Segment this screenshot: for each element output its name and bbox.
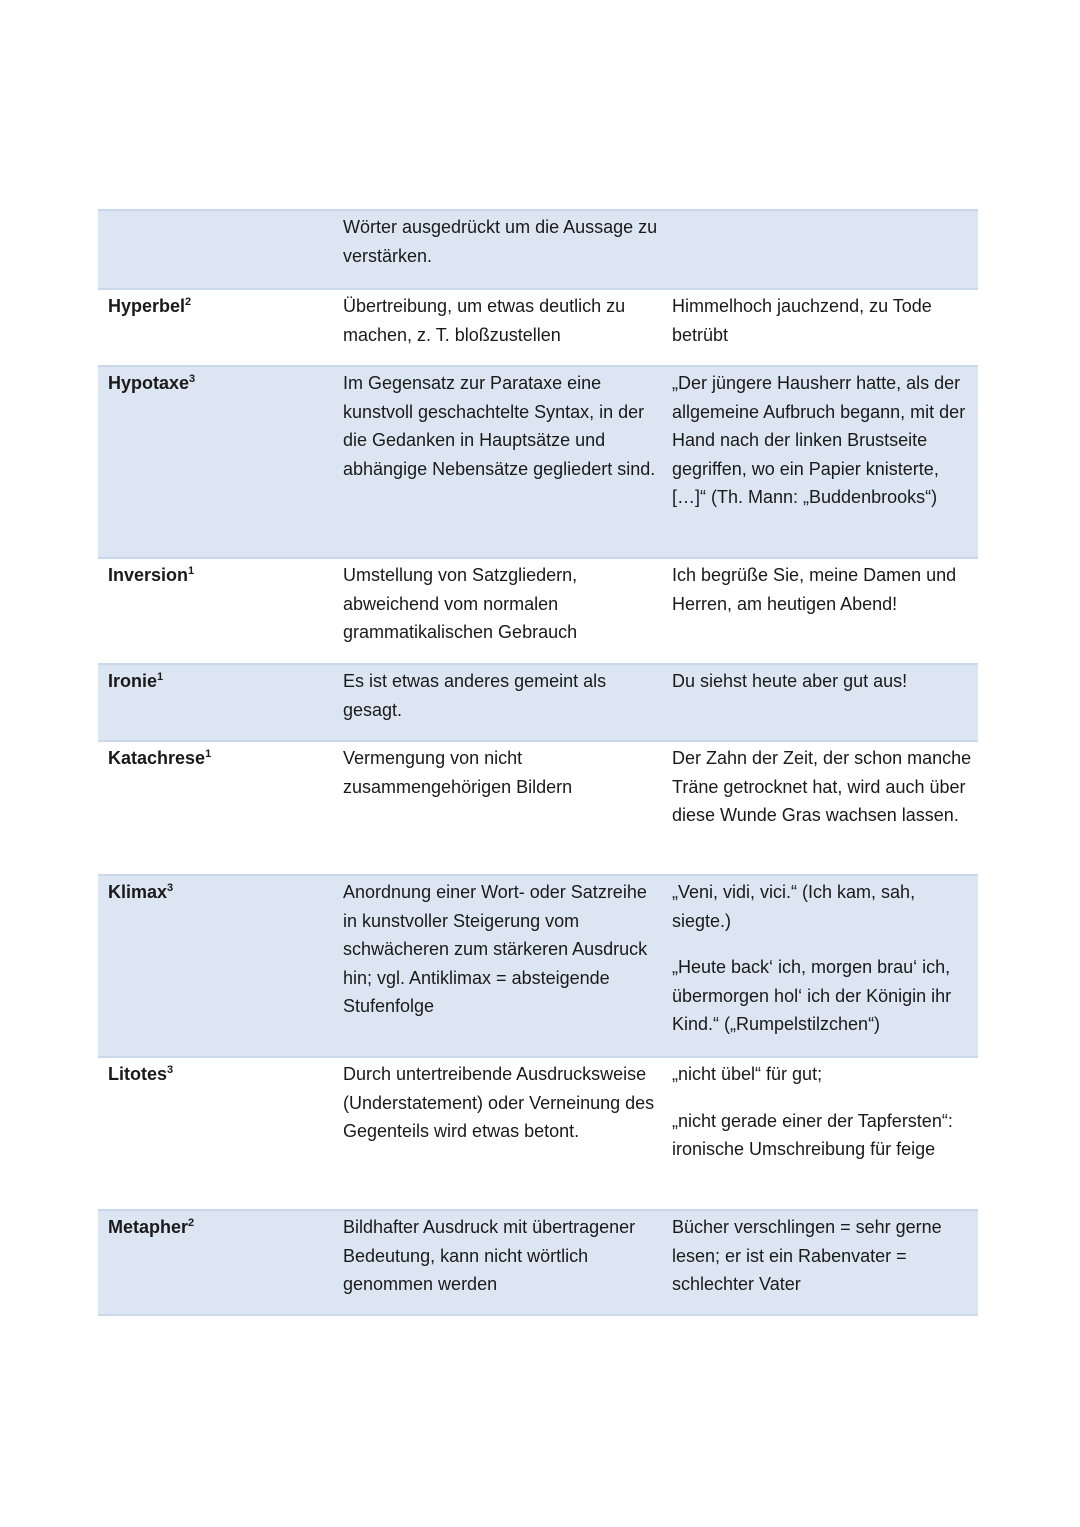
term-cell — [98, 1211, 333, 1314]
term-footnote: 2 — [188, 1217, 195, 1229]
example-cell — [663, 876, 978, 1056]
table-row — [98, 1056, 978, 1209]
term-footnote: 2 — [185, 296, 192, 308]
definition-cell: Wörter ausgedrückt um die Aussage zu verstärken. — [343, 217, 658, 266]
term-label: Hypotaxe — [108, 373, 190, 393]
term-cell — [98, 1058, 333, 1209]
definition-cell: Vermengung von nicht zusammengehörigen Bildern — [343, 748, 573, 797]
example-text: „Heute back‘ ich, morgen brau‘ ich, übermorgen hol‘ ich der Königin ihr Kind.“ („Rumpelstilzchen“) — [672, 957, 952, 1035]
table-row — [98, 740, 978, 874]
term-footnote: 3 — [189, 373, 196, 385]
term-cell — [98, 559, 333, 663]
term-label: Inversion — [108, 565, 189, 585]
table-row — [98, 874, 978, 1056]
example-text: Du siehst heute aber gut aus! — [672, 671, 908, 691]
example-text: Bücher verschlingen = sehr gerne lesen; er ist ein Rabenvater = schlechter Vater — [672, 1217, 942, 1295]
stilmittel-table — [98, 209, 978, 1316]
definition-cell: Übertreibung, um etwas deutlich zu machen, z. T. bloßzustellen — [343, 296, 626, 345]
example-text: „nicht gerade einer der Tapfersten“: ironische Umschreibung für feige — [672, 1110, 953, 1160]
table-row — [98, 1209, 978, 1316]
term-footnote: 3 — [167, 1064, 174, 1076]
definition-cell: Bildhafter Ausdruck mit übertragener Bedeutung, kann nicht wörtlich genommen werden — [343, 1217, 636, 1295]
example-text: „Der jüngere Hausherr hatte, als der allgemeine Aufbruch begann, mit der Hand nach der linken Brustseite gegriffen, wo ein Papier knisterte, […]“ (Th. Mann: „Buddenbrooks“) — [672, 373, 966, 508]
term-label: Hyperbel — [108, 296, 186, 316]
example-text: Der Zahn der Zeit, der schon manche Träne getrocknet hat, wird auch über diese Wunde Gras wachsen lassen. — [672, 748, 972, 826]
example-text: Ich begrüße Sie, meine Damen und Herren, am heutigen Abend! — [672, 565, 957, 614]
definition-cell: Durch untertreibende Ausdrucksweise (Understatement) oder Verneinung des Gegenteils wird etwas betont. — [343, 1064, 655, 1142]
term-cell — [98, 742, 333, 874]
definition-cell: Anordnung einer Wort- oder Satzreihe in kunstvoller Steigerung vom schwächeren zum stärkeren Ausdruck hin; vgl. Antiklimax = absteigende Stufenfolge — [343, 882, 648, 1017]
term-footnote: 1 — [157, 671, 164, 683]
term-label: Litotes — [108, 1064, 168, 1084]
example-cell — [663, 742, 978, 874]
table-row — [98, 288, 978, 365]
term-label: Katachrese — [108, 748, 206, 768]
example-cell — [663, 367, 978, 557]
term-label: Metapher — [108, 1217, 189, 1237]
term-footnote: 1 — [188, 565, 195, 577]
term-cell — [98, 211, 333, 288]
definition-cell: Es ist etwas anderes gemeint als gesagt. — [343, 671, 607, 720]
term-footnote: 3 — [167, 882, 174, 894]
example-text: Himmelhoch jauchzend, zu Tode betrübt — [672, 296, 932, 345]
term-cell — [98, 290, 333, 365]
example-cell — [663, 211, 978, 288]
term-cell — [98, 665, 333, 740]
term-label: Klimax — [108, 882, 168, 902]
table-row — [98, 663, 978, 740]
table-row — [98, 557, 978, 663]
table-row — [98, 365, 978, 557]
example-cell — [663, 290, 978, 365]
example-cell — [663, 559, 978, 663]
example-cell — [663, 1211, 978, 1314]
example-cell — [663, 665, 978, 740]
table-row — [98, 209, 978, 288]
term-label: Ironie — [108, 671, 158, 691]
term-cell — [98, 367, 333, 557]
example-text: „nicht übel“ für gut; — [672, 1064, 823, 1084]
term-footnote: 1 — [205, 748, 212, 760]
example-cell — [663, 1058, 978, 1209]
definition-cell: Umstellung von Satzgliedern, abweichend vom normalen grammatikalischen Gebrauch — [343, 565, 578, 643]
term-cell — [98, 876, 333, 1056]
definition-cell: Im Gegensatz zur Parataxe eine kunstvoll geschachtelte Syntax, in der die Gedanken in Hauptsätze und abhängige Nebensätze gegliedert sind. — [343, 373, 656, 479]
example-text: „Veni, vidi, vici.“ (Ich kam, sah, siegte.) — [672, 882, 916, 931]
